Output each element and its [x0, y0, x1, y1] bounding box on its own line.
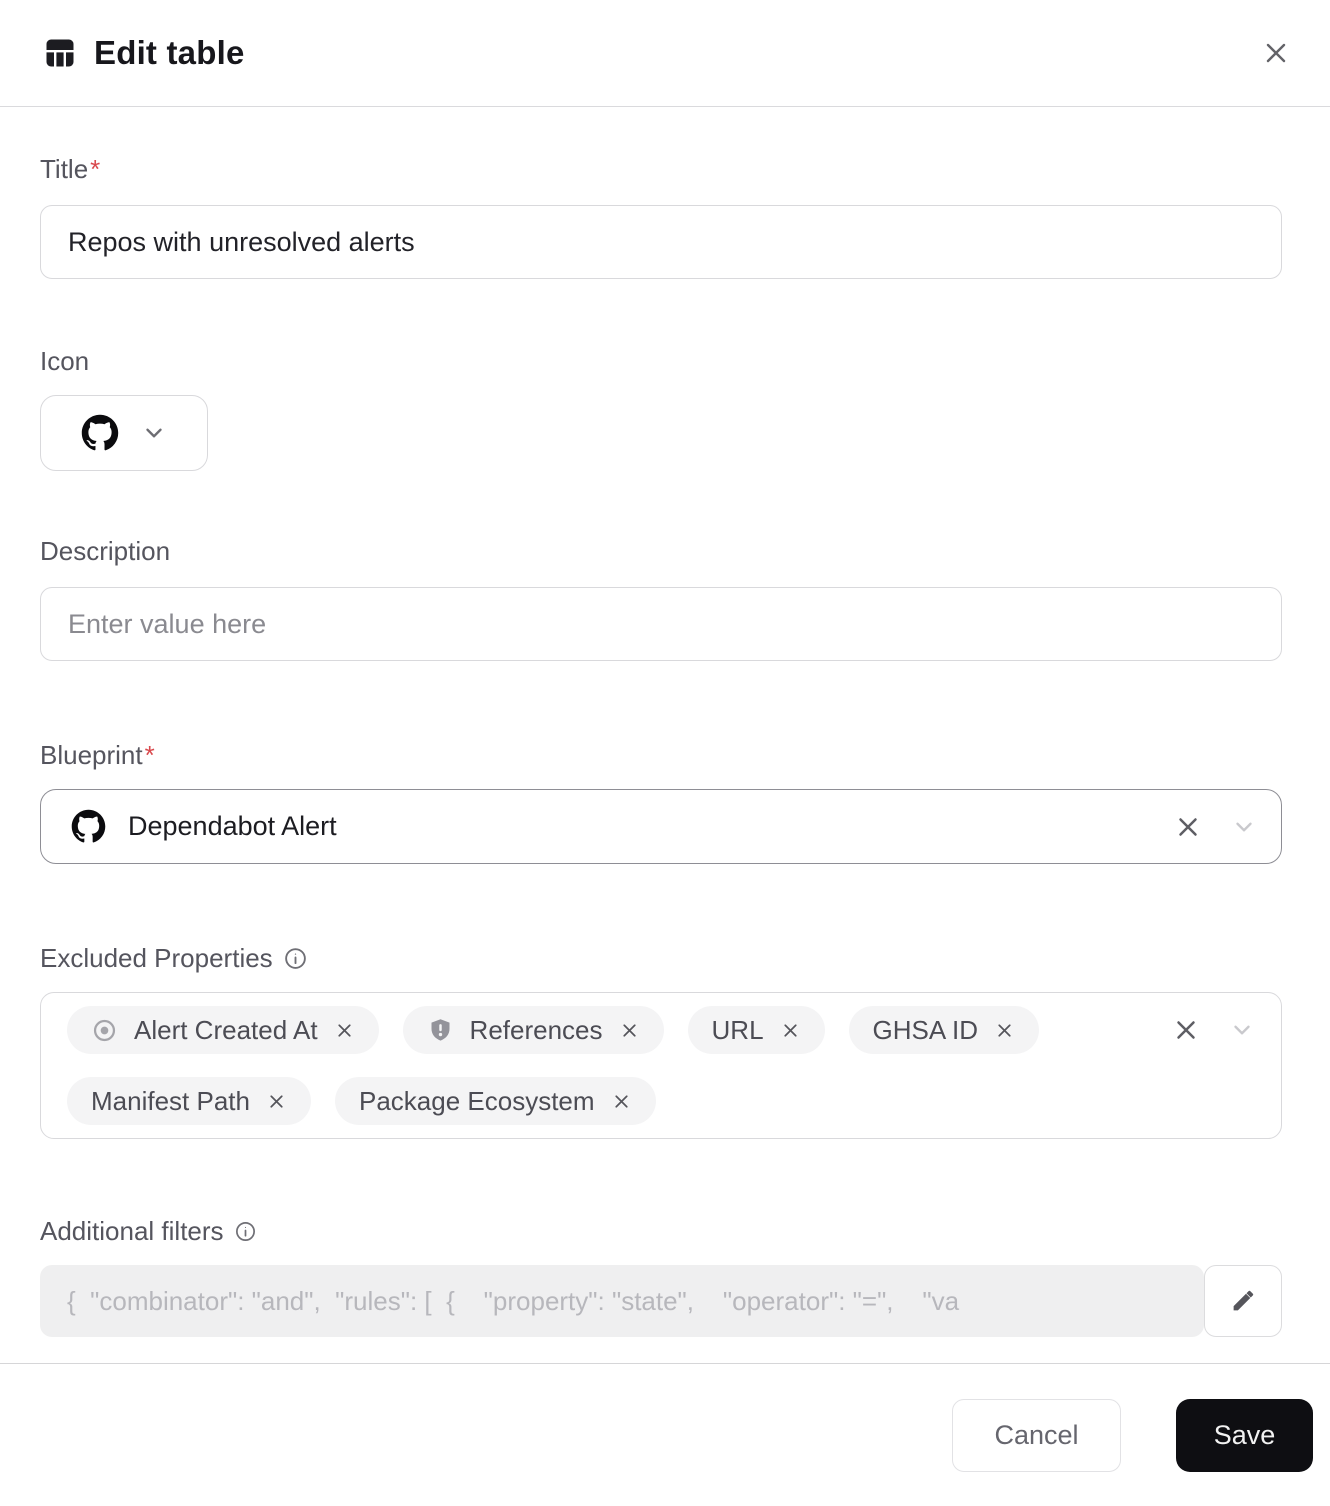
- close-icon: [1260, 37, 1292, 69]
- description-input[interactable]: [40, 587, 1282, 661]
- shield-exclamation-icon: [427, 1017, 454, 1044]
- blueprint-label: Blueprint *: [40, 737, 1282, 773]
- info-icon[interactable]: [283, 946, 308, 971]
- chip-remove-button[interactable]: [780, 1020, 801, 1041]
- description-label: Description: [40, 536, 171, 566]
- excluded-property-chip: References: [403, 1006, 664, 1054]
- excluded-properties-clear-button[interactable]: [1169, 1013, 1203, 1047]
- save-button[interactable]: Save: [1176, 1399, 1313, 1472]
- chip-remove-button[interactable]: [611, 1091, 632, 1112]
- target-icon: [91, 1017, 118, 1044]
- modal-footer: [0, 1363, 1330, 1506]
- info-icon[interactable]: [234, 1220, 257, 1243]
- chip-remove-button[interactable]: [994, 1020, 1015, 1041]
- chip-remove-button[interactable]: [266, 1091, 287, 1112]
- close-button[interactable]: [1254, 31, 1298, 75]
- chevron-down-icon: [1229, 1017, 1255, 1043]
- required-asterisk: *: [90, 154, 101, 184]
- excluded-properties-label: Excluded Properties: [40, 940, 1282, 976]
- excluded-property-chip: Alert Created At: [67, 1006, 379, 1054]
- chip-remove-button[interactable]: [334, 1020, 355, 1041]
- blueprint-value: Dependabot Alert: [128, 811, 337, 841]
- table-icon: [42, 35, 78, 71]
- title-input[interactable]: [40, 205, 1282, 279]
- chip-remove-button[interactable]: [619, 1020, 640, 1041]
- github-icon: [71, 809, 106, 844]
- blueprint-clear-button[interactable]: [1171, 810, 1205, 844]
- additional-filters-input: [40, 1265, 1204, 1337]
- pencil-icon: [1228, 1286, 1258, 1316]
- chevron-down-icon: [1231, 814, 1257, 840]
- excluded-property-chip: Manifest Path: [67, 1077, 311, 1125]
- cancel-button[interactable]: Cancel: [952, 1399, 1121, 1472]
- github-icon: [81, 414, 119, 452]
- edit-filters-button[interactable]: [1204, 1265, 1282, 1337]
- excluded-properties-select[interactable]: [40, 992, 1282, 1139]
- chevron-down-icon: [141, 420, 167, 446]
- required-asterisk: *: [144, 740, 155, 770]
- modal-title: Edit table: [94, 34, 245, 71]
- excluded-property-chip: GHSA ID: [849, 1006, 1039, 1054]
- excluded-property-chip: URL: [688, 1006, 825, 1054]
- excluded-property-chip: Package Ecosystem: [335, 1077, 656, 1125]
- icon-label: Icon: [40, 346, 90, 376]
- title-label: Title *: [40, 151, 1282, 187]
- icon-select[interactable]: [40, 395, 208, 471]
- modal-header: [0, 0, 1330, 107]
- modal-body: [0, 151, 1330, 1337]
- additional-filters-label: Additional filters: [40, 1213, 1282, 1249]
- blueprint-select[interactable]: [40, 789, 1282, 864]
